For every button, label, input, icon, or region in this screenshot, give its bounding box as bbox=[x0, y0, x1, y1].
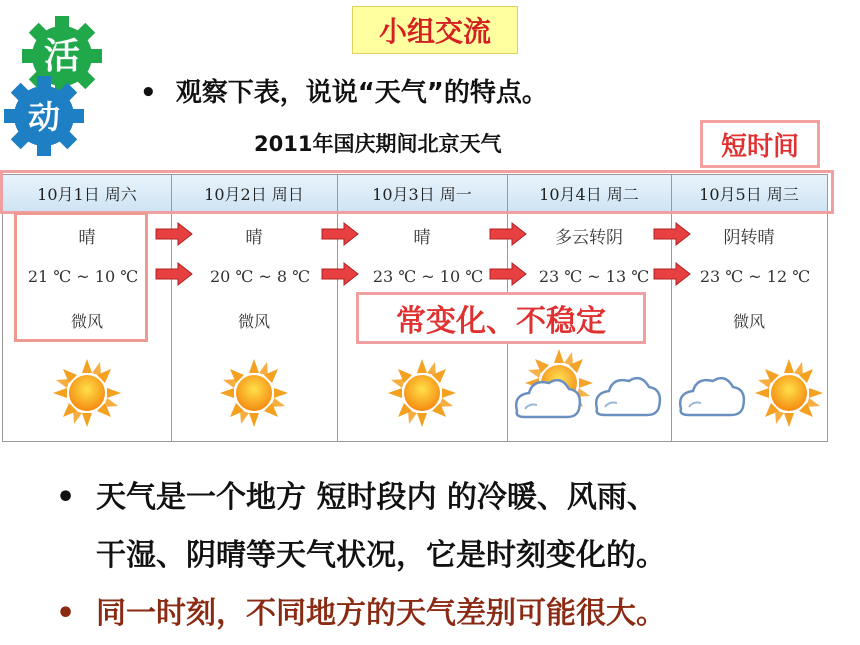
temp-day-1: 21 ℃ ~ 10 ℃ bbox=[27, 267, 139, 286]
short-time-label: 短时间 bbox=[700, 120, 820, 168]
right-arrow-icon bbox=[654, 223, 690, 245]
sun-icon bbox=[388, 359, 456, 427]
partly-cloudy-icon bbox=[516, 349, 593, 417]
date-header-3: 10月3日 周一 bbox=[372, 184, 472, 204]
right-arrow-icon bbox=[322, 223, 358, 245]
right-arrow-icon bbox=[490, 223, 526, 245]
weather-day-4: 多云转阴 bbox=[555, 228, 623, 248]
date-header-2: 10月2日 周日 bbox=[204, 184, 304, 204]
right-arrow-icon bbox=[156, 263, 192, 285]
bullet-text-1: 天气是一个地方 短时段内 的冷暖、风雨、 bbox=[96, 480, 657, 515]
temp-day-3: 23 ℃ ~ 10 ℃ bbox=[372, 267, 484, 286]
cloud-icon bbox=[680, 378, 744, 415]
badge-char-2: 动 bbox=[27, 98, 61, 136]
weather-day-5: 阴转晴 bbox=[723, 228, 775, 248]
sun-icon bbox=[220, 359, 288, 427]
temp-day-4: 23 ℃ ~ 13 ℃ bbox=[538, 267, 650, 286]
day1-highlight-frame bbox=[14, 212, 148, 342]
bullet: • bbox=[56, 480, 76, 515]
temp-day-5: 23 ℃ ~ 12 ℃ bbox=[699, 267, 811, 286]
bullet-text-3: 同一时刻，不同地方的天气差别可能很大。 bbox=[96, 596, 666, 631]
right-arrow-icon bbox=[654, 263, 690, 285]
weather-day-2: 晴 bbox=[245, 228, 263, 248]
date-header-5: 10月5日 周三 bbox=[699, 184, 799, 204]
badge-char-1: 活 bbox=[43, 36, 81, 77]
bullet: • bbox=[140, 78, 157, 108]
weather-day-3: 晴 bbox=[413, 228, 431, 248]
table-caption: 2011年国庆期间北京天气 bbox=[254, 132, 502, 156]
slide-title: 小组交流 bbox=[352, 6, 518, 54]
bullet: • bbox=[56, 596, 76, 631]
bullet-line-3 bbox=[56, 588, 666, 632]
header-highlight-frame bbox=[0, 170, 834, 214]
sun-icon bbox=[53, 359, 121, 427]
bullet-line-1 bbox=[56, 472, 657, 516]
temp-day-2: 20 ℃ ~ 8 ℃ bbox=[209, 267, 311, 286]
change-label: 常变化、不稳定 bbox=[356, 292, 646, 344]
intro-label: 观察下表，说说“天气”的特点。 bbox=[175, 78, 548, 108]
wind-day-2: 微风 bbox=[237, 312, 270, 331]
wind-day-1: 微风 bbox=[70, 312, 103, 331]
date-header-4: 10月4日 周二 bbox=[539, 184, 639, 204]
bullet-line-2: 干湿、阴晴等天气状况，它是时刻变化的。 bbox=[96, 538, 666, 573]
cloud-icon bbox=[596, 378, 660, 415]
right-arrow-icon bbox=[322, 263, 358, 285]
weather-day-1: 晴 bbox=[78, 228, 96, 248]
wind-day-5: 微风 bbox=[732, 312, 765, 331]
sun-icon bbox=[755, 359, 823, 427]
right-arrow-icon bbox=[490, 263, 526, 285]
right-arrow-icon bbox=[156, 223, 192, 245]
date-header-1: 10月1日 周六 bbox=[37, 184, 137, 204]
